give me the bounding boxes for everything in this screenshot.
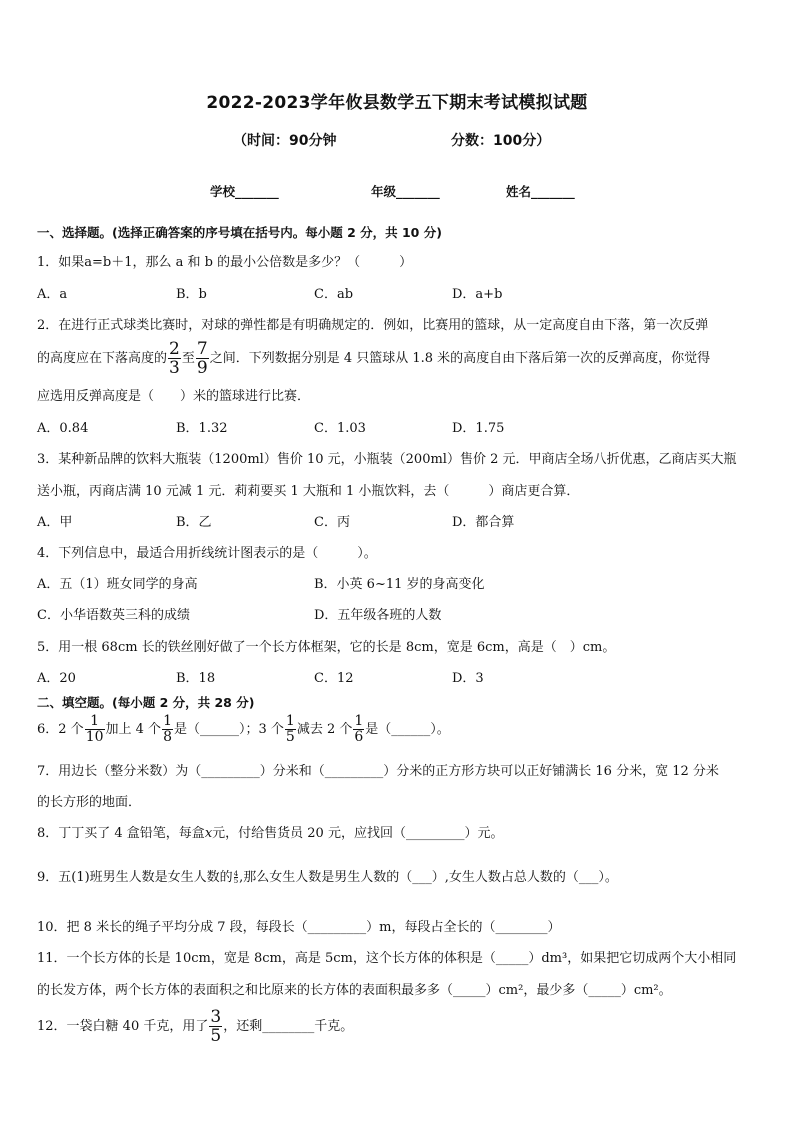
- option-c: C．丙: [314, 515, 350, 530]
- question-2-line-2: [37, 340, 710, 377]
- question-11-line-2: 的长发方体，两个长方体的表面积之和比原来的长方体的表面积最多多（_____）cm²，最少多（_____）cm²。: [37, 983, 672, 998]
- text: 是（______）；3 个: [173, 722, 284, 737]
- option-b: B．小英 6~11 岁的身高变化: [314, 577, 485, 592]
- grade-field: 年级_______: [371, 184, 440, 199]
- numerator: 2: [169, 339, 180, 359]
- question-7-line-2: 的长方形的地面．: [37, 795, 142, 810]
- question-3-line-1: 3．某种新品牌的饮料大瓶装（1200ml）售价 10 元，小瓶装（200ml）售价 2 元．甲商店全场八折优惠，乙商店买大瓶: [37, 452, 737, 467]
- numerator: 1: [285, 713, 295, 729]
- option-a: A．甲: [37, 515, 73, 530]
- question-12: [37, 1008, 353, 1045]
- question-4: 4．下列信息中，最适合用折线统计图表示的是（ ）。: [37, 546, 377, 561]
- time-label: （时间：90分钟: [233, 133, 337, 149]
- text: 6．2 个: [37, 722, 84, 737]
- fraction: [168, 340, 181, 377]
- option-b: B．1.32: [176, 421, 228, 436]
- option-c: C．ab: [314, 287, 354, 302]
- numerator: 3: [210, 1007, 222, 1027]
- text: 加上 4 个: [105, 722, 162, 737]
- option-b: B．b: [176, 287, 207, 302]
- text: 是（______）。: [365, 722, 450, 737]
- text: 8．丁丁买了 4 盒铅笔，每盒: [37, 826, 205, 841]
- section-heading: 二、填空题。(每小题 2 分，共 28 分): [37, 695, 255, 710]
- text: 元，付给售货员 20 元，应找回（_________）元。: [212, 826, 504, 841]
- section-heading: 一、选择题。(选择正确答案的序号填在括号内。每小题 2 分，共 10 分): [37, 225, 442, 240]
- denominator: 3: [169, 358, 180, 378]
- numerator: 4: [233, 870, 239, 878]
- numerator: 1: [85, 714, 105, 730]
- school-field: 学校_______: [210, 184, 279, 199]
- fraction: [209, 1008, 222, 1045]
- option-d: D．1.75: [452, 421, 505, 436]
- option-d: D．五年级各班的人数: [314, 608, 442, 623]
- fraction: [353, 714, 364, 745]
- question-1: 1．如果a=b＋1，那么 a 和 b 的最小公倍数是多少？（ ）: [37, 255, 413, 270]
- option-a: A．五（1）班女同学的身高: [37, 577, 198, 592]
- option-d: D．a+b: [452, 287, 503, 302]
- option-a: A．20: [37, 671, 76, 686]
- numerator: 1: [354, 713, 364, 729]
- question-2-line-1: 2．在进行正式球类比赛时，对球的弹性都是有明确规定的．例如，比赛用的篮球，从一定高度自由下落，第一次反弹: [37, 318, 709, 333]
- text: 至: [181, 351, 195, 366]
- question-8: [37, 822, 503, 841]
- fraction: [234, 871, 238, 884]
- text: 9．五(1)班男生人数是女生人数的: [37, 870, 233, 885]
- option-b: B．18: [176, 671, 216, 686]
- numerator: 7: [196, 339, 208, 359]
- denominator: 5: [233, 877, 239, 885]
- text: 之间．下列数据分别是 4 只篮球从 1.8 米的高度自由下落后第一次的反弹高度，你觉得: [209, 351, 711, 366]
- fraction: [85, 714, 105, 745]
- question-5: 5．用一根 68cm 长的铁丝刚好做了一个长方体框架，它的长是 8cm，宽是 6cm，高是（ ）cm。: [37, 640, 616, 655]
- denominator: 8: [163, 729, 172, 745]
- text: ，还剩________千克。: [223, 1019, 354, 1034]
- name-field: 姓名_______: [506, 184, 575, 199]
- option-a: A．a: [37, 287, 68, 302]
- text: 的高度应在下落高度的: [37, 351, 168, 366]
- option-d: D．3: [452, 671, 484, 686]
- question-10: 10．把 8 米长的绳子平均分成 7 段，每段长（_________）m，每段占全长的（________）: [37, 920, 561, 935]
- option-c: C．小华语数英三科的成绩: [37, 608, 190, 623]
- denominator: 9: [196, 358, 208, 378]
- option-d: D．都合算: [452, 515, 515, 530]
- fraction: [196, 340, 209, 377]
- fraction: [285, 714, 296, 745]
- variable: x: [204, 826, 213, 841]
- denominator: 5: [210, 1026, 222, 1046]
- option-b: B．乙: [176, 515, 212, 530]
- question-11-line-1: 11．一个长方体的长是 10cm，宽是 8cm，高是 5cm，这个长方体的体积是（_____）dm³，如果把它切成两个大小相同: [37, 951, 737, 966]
- question-7-line-1: 7．用边长（整分米数）为（_________）分米和（_________）分米的正方形方块可以正好铺满长 16 分米，宽 12 分米: [37, 764, 719, 779]
- question-6: [37, 714, 450, 745]
- text: ,那么女生人数是男生人数的（___）,女生人数占总人数的（___）。: [239, 870, 618, 885]
- option-a: A．0.84: [37, 421, 89, 436]
- numerator: 1: [163, 713, 172, 729]
- denominator: 10: [85, 729, 104, 745]
- text: 减去 2 个: [296, 722, 353, 737]
- text: 12．一袋白糖 40 千克，用了: [37, 1019, 209, 1034]
- denominator: 6: [354, 729, 364, 745]
- page-title: 2022-2023学年攸县数学五下期末考试模拟试题: [206, 93, 588, 113]
- option-c: C．1.03: [314, 421, 366, 436]
- question-2-line-3: 应选用反弹高度是（ ）米的篮球进行比赛．: [37, 389, 311, 404]
- denominator: 5: [285, 729, 295, 745]
- option-c: C．12: [314, 671, 354, 686]
- question-9: [37, 866, 618, 885]
- score-label: 分数：100分）: [451, 133, 551, 149]
- question-3-line-2: 送小瓶，丙商店满 10 元减 1 元．莉莉要买 1 大瓶和 1 小瓶饮料，去（ ）商店更合算．: [37, 484, 580, 499]
- fraction: [162, 714, 173, 745]
